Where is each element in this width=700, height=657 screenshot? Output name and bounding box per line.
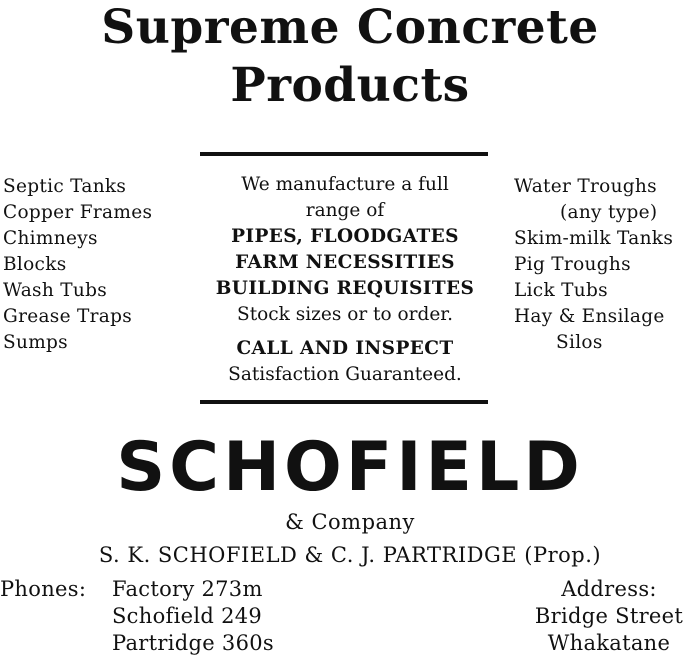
address-line: Bridge Street: [534, 604, 684, 628]
guarantee-note: Satisfaction Guaranteed.: [228, 364, 462, 385]
center-description: [195, 172, 495, 388]
list-item: Silos: [556, 332, 603, 353]
list-item: Septic Tanks: [3, 176, 127, 197]
intro-line-2: range of: [305, 200, 385, 221]
list-item: Chimneys: [3, 228, 98, 249]
list-item: Hay & Ensilage: [514, 306, 665, 327]
stock-note: Stock sizes or to order.: [237, 304, 453, 325]
list-item: Wash Tubs: [3, 280, 108, 301]
company-line: & Company: [285, 510, 415, 534]
address-label: Address:: [561, 577, 657, 601]
phones-label: Phones:: [0, 577, 87, 601]
product-category: BUILDING REQUISITES: [215, 278, 475, 299]
left-product-list: [3, 174, 152, 356]
phones-list: [112, 576, 274, 657]
call-to-action: CALL AND INSPECT: [236, 338, 454, 359]
heading-line-2: Products: [230, 58, 470, 113]
top-divider: [200, 152, 488, 156]
brand-name: SCHOFIELD: [116, 428, 584, 507]
intro-line-1: We manufacture a full: [241, 174, 449, 195]
list-item: Skim-milk Tanks: [514, 228, 674, 249]
list-item: Sumps: [3, 332, 68, 353]
list-item: Lick Tubs: [514, 280, 608, 301]
right-product-list: [514, 174, 673, 356]
list-item: Grease Traps: [3, 306, 133, 327]
bottom-divider: [200, 400, 488, 404]
address-block: [520, 576, 698, 657]
phone-number: Schofield 249: [112, 604, 263, 628]
proprietors-line: S. K. SCHOFIELD & C. J. PARTRIDGE (Prop.): [98, 543, 602, 567]
address-line: Whakatane: [547, 631, 671, 655]
list-item: Pig Troughs: [514, 254, 631, 275]
phone-number: Factory 273m: [112, 577, 263, 601]
list-item: Copper Frames: [3, 202, 153, 223]
list-item: Blocks: [3, 254, 67, 275]
heading-line-1: Supreme Concrete: [101, 0, 599, 55]
phone-number: Partridge 360s: [112, 631, 274, 655]
product-category: PIPES, FLOODGATES: [231, 226, 459, 247]
product-category: FARM NECESSITIES: [235, 252, 455, 273]
list-item: (any type): [560, 202, 658, 223]
list-item: Water Troughs: [514, 176, 657, 197]
